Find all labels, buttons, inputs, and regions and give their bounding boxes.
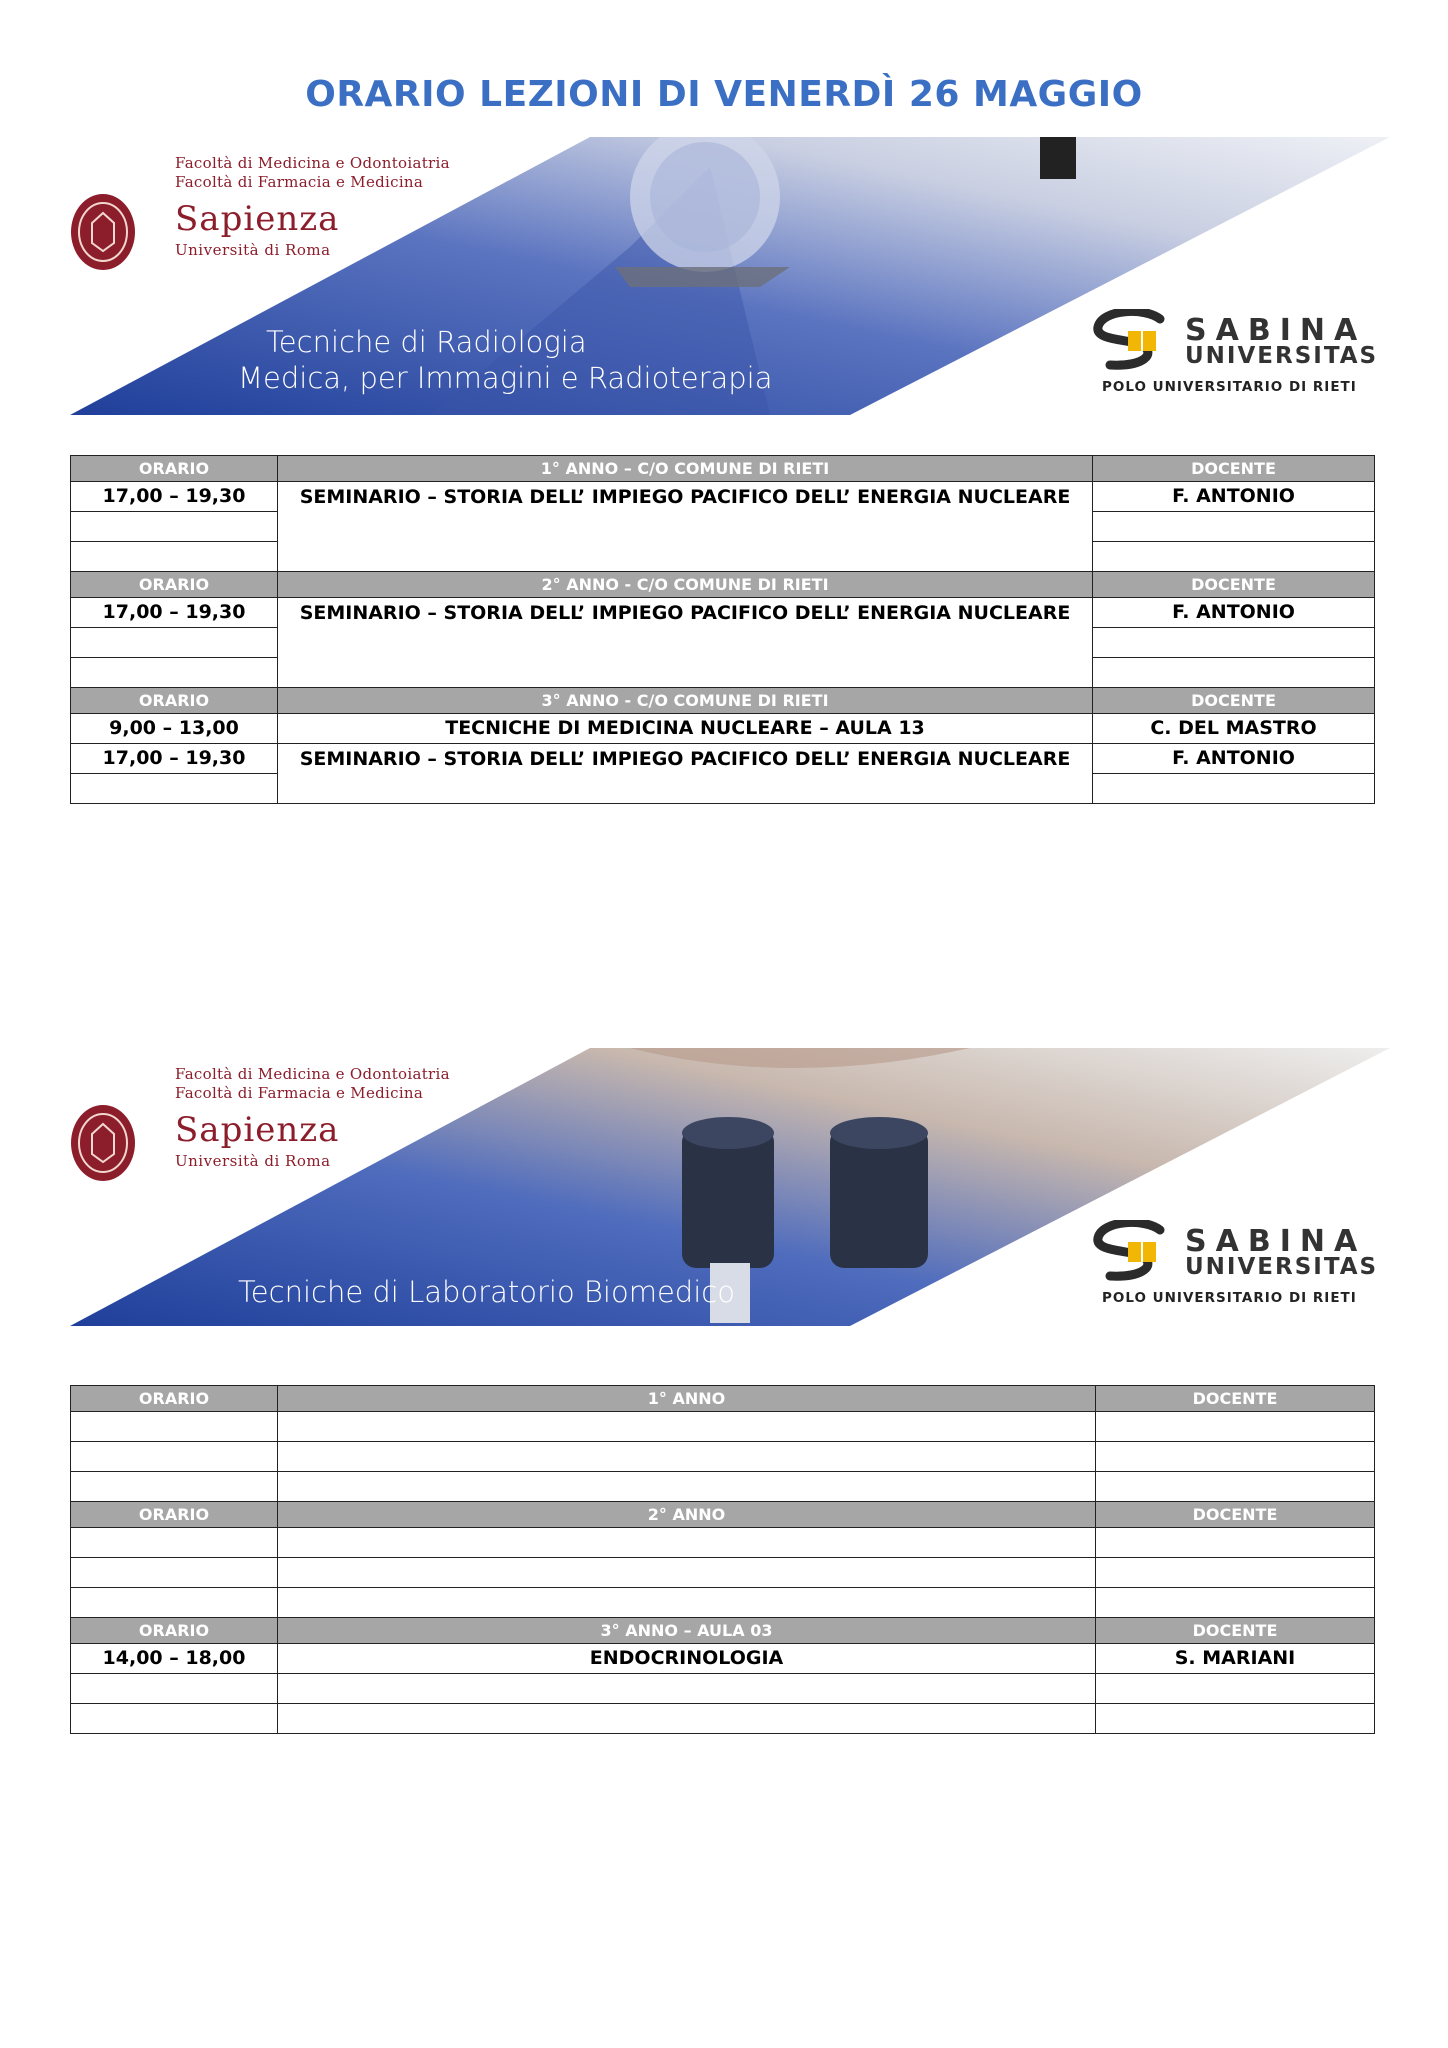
subject-cell <box>278 1558 1096 1588</box>
faculty-line2: Facoltà di Farmacia e Medicina <box>175 1084 424 1102</box>
time-cell: 9,00 – 13,00 <box>71 714 278 744</box>
table-header-row <box>71 1502 1375 1528</box>
header-year: 1° ANNO <box>278 1386 1096 1412</box>
table-row <box>71 1528 1375 1558</box>
sapienza-name: Sapienza <box>175 1110 340 1150</box>
time-cell <box>71 542 278 572</box>
page-title: ORARIO LEZIONI DI VENERDÌ 26 MAGGIO <box>305 74 1143 115</box>
table-header-row <box>71 688 1375 714</box>
faculty-line2: Facoltà di Farmacia e Medicina <box>175 173 424 191</box>
time-cell: 17,00 – 19,30 <box>71 598 278 628</box>
table-row <box>71 598 1375 628</box>
sabina-word: SABINA <box>1185 313 1367 348</box>
teacher-cell <box>1096 1558 1375 1588</box>
time-cell: 14,00 – 18,00 <box>71 1644 278 1674</box>
teacher-cell <box>1096 1588 1375 1618</box>
teacher-cell <box>1093 658 1375 688</box>
teacher-cell <box>1096 1442 1375 1472</box>
sapienza-name: Sapienza <box>175 199 340 239</box>
time-cell <box>71 658 278 688</box>
table-row <box>71 1412 1375 1442</box>
header-year: 1° ANNO – C/O COMUNE DI RIETI <box>278 456 1093 482</box>
teacher-cell <box>1096 1674 1375 1704</box>
table-row <box>71 1674 1375 1704</box>
header-year: 2° ANNO <box>278 1502 1096 1528</box>
sabina-book-logo-icon <box>1090 1220 1180 1282</box>
sapienza-seal-icon <box>70 193 136 271</box>
table-row <box>71 744 1375 774</box>
sabina-word: SABINA <box>1185 1224 1367 1259</box>
teacher-cell: C. DEL MASTRO <box>1093 714 1375 744</box>
time-cell: 17,00 – 19,30 <box>71 744 278 774</box>
header-year: 2° ANNO - C/O COMUNE DI RIETI <box>278 572 1093 598</box>
polo-universitario: POLO UNIVERSITARIO DI RIETI <box>1102 1290 1357 1306</box>
header-time: ORARIO <box>71 1502 278 1528</box>
header-time: ORARIO <box>71 456 278 482</box>
universitas-word: UNIVERSITAS <box>1185 343 1379 369</box>
teacher-cell <box>1096 1528 1375 1558</box>
laboratorio-banner <box>70 1048 1390 1328</box>
table-row <box>71 1442 1375 1472</box>
time-cell <box>71 512 278 542</box>
header-time: ORARIO <box>71 572 278 598</box>
subject-cell <box>278 1412 1096 1442</box>
time-cell <box>71 1528 278 1558</box>
header-teacher: DOCENTE <box>1096 1618 1375 1644</box>
sabina-book-logo-icon <box>1090 309 1180 371</box>
header-teacher: DOCENTE <box>1093 688 1375 714</box>
faculty-line1: Facoltà di Medicina e Odontoiatria <box>175 1065 450 1083</box>
subject-cell: SEMINARIO – STORIA DELL’ IMPIEGO PACIFICO DELL’ ENERGIA NUCLEARE <box>278 598 1093 688</box>
time-cell <box>71 1442 278 1472</box>
subject-cell <box>278 1588 1096 1618</box>
sapienza-subtitle: Università di Roma <box>175 1152 331 1170</box>
subject-cell <box>278 1472 1096 1502</box>
polo-universitario: POLO UNIVERSITARIO DI RIETI <box>1102 379 1357 395</box>
subject-cell <box>278 1442 1096 1472</box>
time-cell <box>71 774 278 804</box>
header-year: 3° ANNO - C/O COMUNE DI RIETI <box>278 688 1093 714</box>
radiologia-banner <box>70 137 1390 417</box>
table-row <box>71 1558 1375 1588</box>
header-time: ORARIO <box>71 1386 278 1412</box>
teacher-cell <box>1093 774 1375 804</box>
time-cell <box>71 1472 278 1502</box>
time-cell <box>71 1588 278 1618</box>
header-teacher: DOCENTE <box>1093 572 1375 598</box>
subject-cell <box>278 1528 1096 1558</box>
subject-cell <box>278 1704 1096 1734</box>
table-row <box>71 1704 1375 1734</box>
course-title-line1: Tecniche di Radiologia <box>266 325 587 359</box>
table-row <box>71 1588 1375 1618</box>
header-time: ORARIO <box>71 688 278 714</box>
subject-cell: SEMINARIO – STORIA DELL’ IMPIEGO PACIFICO DELL’ ENERGIA NUCLEARE <box>278 744 1093 804</box>
teacher-cell: S. MARIANI <box>1096 1644 1375 1674</box>
teacher-cell: F. ANTONIO <box>1093 482 1375 512</box>
teacher-cell: F. ANTONIO <box>1093 744 1375 774</box>
sapienza-seal-icon <box>70 1104 136 1182</box>
header-teacher: DOCENTE <box>1093 456 1375 482</box>
time-cell <box>71 1704 278 1734</box>
header-year: 3° ANNO – AULA 03 <box>278 1618 1096 1644</box>
teacher-cell <box>1093 542 1375 572</box>
header-teacher: DOCENTE <box>1096 1502 1375 1528</box>
time-cell <box>71 628 278 658</box>
table-header-row <box>71 456 1375 482</box>
teacher-cell: F. ANTONIO <box>1093 598 1375 628</box>
time-cell <box>71 1412 278 1442</box>
subject-cell: SEMINARIO – STORIA DELL’ IMPIEGO PACIFICO DELL’ ENERGIA NUCLEARE <box>278 482 1093 572</box>
header-time: ORARIO <box>71 1618 278 1644</box>
time-cell: 17,00 – 19,30 <box>71 482 278 512</box>
teacher-cell <box>1096 1704 1375 1734</box>
subject-cell: TECNICHE DI MEDICINA NUCLEARE – AULA 13 <box>278 714 1093 744</box>
subject-cell: ENDOCRINOLOGIA <box>278 1644 1096 1674</box>
sabina-logo <box>1090 309 1390 409</box>
radiologia-schedule-table <box>70 455 1375 804</box>
teacher-cell <box>1096 1472 1375 1502</box>
sabina-logo <box>1090 1220 1390 1320</box>
laboratorio-schedule-table <box>70 1385 1375 1734</box>
table-row <box>71 482 1375 512</box>
table-header-row <box>71 1386 1375 1412</box>
table-row <box>71 714 1375 744</box>
header-teacher: DOCENTE <box>1096 1386 1375 1412</box>
time-cell <box>71 1674 278 1704</box>
table-row <box>71 1644 1375 1674</box>
teacher-cell <box>1093 512 1375 542</box>
teacher-cell <box>1096 1412 1375 1442</box>
table-row <box>71 1472 1375 1502</box>
course-title-line2: Medica, per Immagini e Radioterapia <box>238 361 773 395</box>
table-header-row <box>71 1618 1375 1644</box>
course-title-line1: Tecniche di Laboratorio Biomedico <box>238 1275 735 1309</box>
teacher-cell <box>1093 628 1375 658</box>
time-cell <box>71 1558 278 1588</box>
universitas-word: UNIVERSITAS <box>1185 1254 1379 1280</box>
table-header-row <box>71 572 1375 598</box>
faculty-line1: Facoltà di Medicina e Odontoiatria <box>175 154 450 172</box>
subject-cell <box>278 1674 1096 1704</box>
sapienza-subtitle: Università di Roma <box>175 241 331 259</box>
